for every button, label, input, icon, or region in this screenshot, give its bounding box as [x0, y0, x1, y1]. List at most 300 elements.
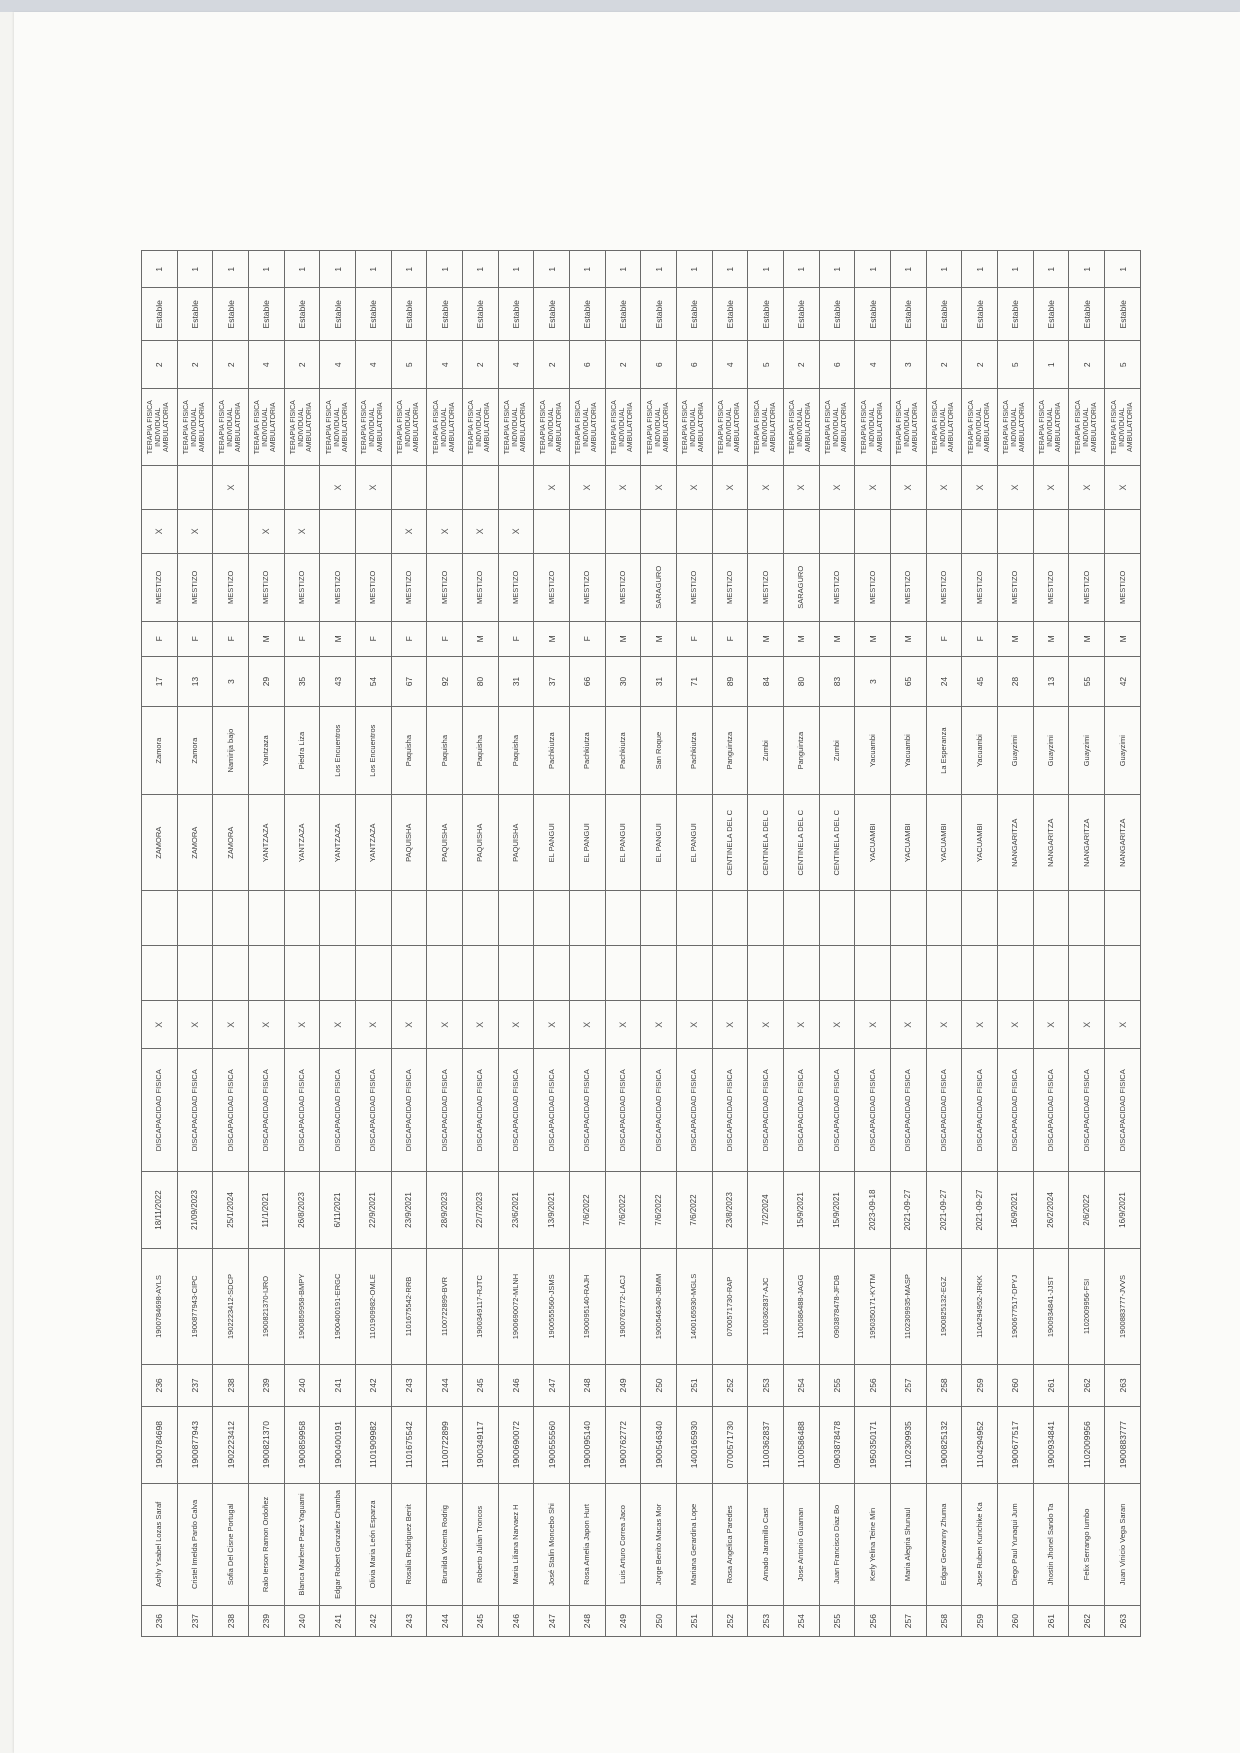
evaluation-date: 21/09/2023 [177, 1172, 213, 1249]
record-index: 245 [463, 1365, 499, 1407]
therapy-line: AMBULATORIA [662, 402, 670, 452]
row-number: 245 [463, 1606, 499, 1637]
therapy-line: AMBULATORIA [448, 402, 456, 452]
sessions: 2 [962, 341, 998, 389]
canton: NANGARITZA [998, 795, 1034, 891]
row-number: 236 [142, 1606, 178, 1637]
count: 1 [998, 251, 1034, 288]
age: 3 [213, 656, 249, 706]
sex: M [855, 621, 891, 656]
age: 17 [142, 656, 178, 706]
parish: Guayzimi [1105, 707, 1141, 795]
table-row [177, 251, 213, 1637]
record-index: 248 [570, 1365, 606, 1407]
therapy-type [962, 389, 998, 466]
status: Estable [926, 288, 962, 341]
patient-name: Roberto Julian Troncos [463, 1483, 499, 1606]
patient-code: 0903878478-JFDB [819, 1248, 855, 1364]
therapy-line: INDIVIDUAL [619, 407, 627, 447]
therapy-type [213, 389, 249, 466]
record-index: 243 [391, 1365, 427, 1407]
mark-col-a [1033, 509, 1069, 553]
therapy-line: AMBULATORIA [841, 402, 849, 452]
table-row [463, 251, 499, 1637]
therapy-line: AMBULATORIA [769, 402, 777, 452]
therapy-line: AMBULATORIA [1055, 402, 1063, 452]
therapy-line: INDIVIDUAL [726, 407, 734, 447]
ethnicity: MESTIZO [712, 553, 748, 621]
sex: M [784, 621, 820, 656]
disability-type: DISCAPACIDAD FISICA [284, 1049, 320, 1172]
empty-cell [677, 946, 713, 1001]
count: 1 [677, 251, 713, 288]
therapy-line: INDIVIDUAL [476, 407, 484, 447]
therapy-line: INDIVIDUAL [797, 407, 805, 447]
record-index: 244 [427, 1365, 463, 1407]
mark-col-a: X [284, 509, 320, 553]
age: 42 [1105, 656, 1141, 706]
therapy-line: INDIVIDUAL [440, 407, 448, 447]
disability-type: DISCAPACIDAD FISICA [1105, 1049, 1141, 1172]
row-number: 247 [534, 1606, 570, 1637]
disability-type: DISCAPACIDAD FISICA [677, 1049, 713, 1172]
therapy-type [249, 389, 285, 466]
disability-mark: X [962, 1001, 998, 1049]
sessions: 1 [1033, 341, 1069, 389]
therapy-line: INDIVIDUAL [1118, 407, 1126, 447]
disability-type: DISCAPACIDAD FISICA [712, 1049, 748, 1172]
sessions: 6 [570, 341, 606, 389]
status: Estable [320, 288, 356, 341]
therapy-type [1069, 389, 1105, 466]
disability-type: DISCAPACIDAD FISICA [926, 1049, 962, 1172]
parish: Yantzaza [249, 707, 285, 795]
canton: CENTINELA DEL C [784, 795, 820, 891]
disability-type: DISCAPACIDAD FISICA [177, 1049, 213, 1172]
sex: F [926, 621, 962, 656]
id-number: 0903878478 [819, 1406, 855, 1483]
sex: F [427, 621, 463, 656]
patient-name: Ashly Ysabel Lozas Saraf [142, 1483, 178, 1606]
sex: M [641, 621, 677, 656]
therapy-line: TERAPIA FISICA [183, 400, 190, 455]
age: 3 [855, 656, 891, 706]
parish: Pachkiutza [605, 707, 641, 795]
therapy-line: INDIVIDUAL [833, 407, 841, 447]
table-row [855, 251, 891, 1637]
empty-cell [570, 891, 606, 946]
empty-cell [142, 946, 178, 1001]
patient-name: José Stalin Moncebo Shi [534, 1483, 570, 1606]
patient-name: Jorge Benito Macas Mor [641, 1483, 677, 1606]
status: Estable [677, 288, 713, 341]
sex: M [998, 621, 1034, 656]
therapy-type [855, 389, 891, 466]
patient-name: Jose Ruben Kunchike Ka [962, 1483, 998, 1606]
table-row [748, 251, 784, 1637]
canton: PAQUISHA [391, 795, 427, 891]
row-number: 244 [427, 1606, 463, 1637]
patient-code: 1900762772-LACJ [605, 1248, 641, 1364]
record-index: 257 [891, 1365, 927, 1407]
therapy-type [320, 389, 356, 466]
status: Estable [748, 288, 784, 341]
patient-code: 1900934841-JJST [1033, 1248, 1069, 1364]
canton: EL PANGUI [570, 795, 606, 891]
parish: Paquisha [391, 707, 427, 795]
age: 80 [784, 656, 820, 706]
age: 29 [249, 656, 285, 706]
record-index: 260 [998, 1365, 1034, 1407]
record-index: 236 [142, 1365, 178, 1407]
ethnicity: SARAGURO [641, 553, 677, 621]
therapy-line: INDIVIDUAL [333, 407, 341, 447]
disability-type: DISCAPACIDAD FISICA [641, 1049, 677, 1172]
therapy-type [641, 389, 677, 466]
mark-col-a [712, 509, 748, 553]
parish: Pachkiutza [570, 707, 606, 795]
evaluation-date: 22/7/2023 [463, 1172, 499, 1249]
id-number: 1400165930 [677, 1406, 713, 1483]
therapy-line: INDIVIDUAL [583, 407, 591, 447]
canton: PAQUISHA [498, 795, 534, 891]
ethnicity: MESTIZO [356, 553, 392, 621]
sex: M [463, 621, 499, 656]
disability-mark: X [249, 1001, 285, 1049]
therapy-line: AMBULATORIA [591, 402, 599, 452]
count: 1 [605, 251, 641, 288]
sex: F [570, 621, 606, 656]
canton: ZAMORA [213, 795, 249, 891]
patient-name: Diego Paul Yunaqui Jum [998, 1483, 1034, 1606]
row-number: 258 [926, 1606, 962, 1637]
therapy-line: AMBULATORIA [270, 402, 278, 452]
id-number: 0700571730 [712, 1406, 748, 1483]
empty-cell [142, 891, 178, 946]
ethnicity: MESTIZO [926, 553, 962, 621]
sex: M [249, 621, 285, 656]
disability-mark: X [356, 1001, 392, 1049]
empty-cell [249, 891, 285, 946]
evaluation-date: 23/8/2023 [712, 1172, 748, 1249]
count: 1 [855, 251, 891, 288]
empty-cell [891, 946, 927, 1001]
table-row [641, 251, 677, 1637]
patient-name: Blanca Marlene Paez Yaguami [284, 1483, 320, 1606]
count: 1 [891, 251, 927, 288]
age: 13 [1033, 656, 1069, 706]
disability-type: DISCAPACIDAD FISICA [891, 1049, 927, 1172]
table-row [570, 251, 606, 1637]
empty-cell [177, 946, 213, 1001]
mark-col-a: X [177, 509, 213, 553]
status: Estable [962, 288, 998, 341]
therapy-type [427, 389, 463, 466]
patients-table [141, 250, 1141, 1637]
record-index: 259 [962, 1365, 998, 1407]
parish: Guayzimi [998, 707, 1034, 795]
status: Estable [142, 288, 178, 341]
id-number: 1900762772 [605, 1406, 641, 1483]
canton: YACUAMBI [891, 795, 927, 891]
patient-code: 1900825132-EGZ [926, 1248, 962, 1364]
age: 45 [962, 656, 998, 706]
status: Estable [1105, 288, 1141, 341]
therapy-line: TERAPIA FISICA [860, 400, 868, 455]
table-row [320, 251, 356, 1637]
therapy-type [891, 389, 927, 466]
patient-name: Edgar Geovanny Zhuma [926, 1483, 962, 1606]
therapy-line: AMBULATORIA [306, 402, 314, 452]
mark-col-b: X [320, 466, 356, 510]
therapy-line: AMBULATORIA [484, 402, 492, 452]
disability-mark: X [891, 1001, 927, 1049]
patient-code: 1900859958-BMPY [284, 1248, 320, 1364]
evaluation-date: 6/11/2021 [320, 1172, 356, 1249]
patient-name: Ralo Ierson Ramon Ordoñez [249, 1483, 285, 1606]
empty-cell [748, 946, 784, 1001]
empty-cell [1069, 891, 1105, 946]
therapy-type [677, 389, 713, 466]
row-number: 254 [784, 1606, 820, 1637]
sex: M [605, 621, 641, 656]
therapy-line: TERAPIA FISICA [932, 400, 940, 455]
status: Estable [784, 288, 820, 341]
evaluation-date: 2021-09-27 [962, 1172, 998, 1249]
count: 1 [391, 251, 427, 288]
empty-cell [463, 891, 499, 946]
mark-col-a [677, 509, 713, 553]
therapy-line: AMBULATORIA [983, 402, 991, 452]
empty-cell [1105, 946, 1141, 1001]
empty-cell [962, 891, 998, 946]
disability-mark: X [142, 1001, 178, 1049]
row-number: 238 [213, 1606, 249, 1637]
status: Estable [1033, 288, 1069, 341]
therapy-line: TERAPIA FISICA [1110, 400, 1118, 455]
sessions: 2 [534, 341, 570, 389]
mark-col-a: X [463, 509, 499, 553]
id-number: 1900400191 [320, 1406, 356, 1483]
sessions: 2 [926, 341, 962, 389]
evaluation-date: 16/9/2021 [998, 1172, 1034, 1249]
therapy-line: TERAPIA FISICA [789, 400, 797, 455]
disability-mark: X [213, 1001, 249, 1049]
count: 1 [498, 251, 534, 288]
record-index: 251 [677, 1365, 713, 1407]
disability-mark: X [1069, 1001, 1105, 1049]
evaluation-date: 18/11/2022 [142, 1172, 178, 1249]
therapy-line: TERAPIA FISICA [967, 400, 975, 455]
record-index: 238 [213, 1365, 249, 1407]
table-row [356, 251, 392, 1637]
mark-col-b: X [1033, 466, 1069, 510]
record-index: 255 [819, 1365, 855, 1407]
mark-col-b: X [534, 466, 570, 510]
evaluation-date: 16/9/2021 [1105, 1172, 1141, 1249]
table-row [784, 251, 820, 1637]
status: Estable [641, 288, 677, 341]
id-number: 1101675542 [391, 1406, 427, 1483]
sessions: 2 [213, 341, 249, 389]
evaluation-date: 2021-09-27 [926, 1172, 962, 1249]
disability-mark: X [712, 1001, 748, 1049]
status: Estable [356, 288, 392, 341]
id-number: 1102309935 [891, 1406, 927, 1483]
ethnicity: MESTIZO [570, 553, 606, 621]
age: 30 [605, 656, 641, 706]
ethnicity: MESTIZO [213, 553, 249, 621]
therapy-line: TERAPIA FISICA [361, 400, 369, 455]
disability-mark: X [855, 1001, 891, 1049]
sex: F [712, 621, 748, 656]
mark-col-a: X [391, 509, 427, 553]
empty-cell [356, 891, 392, 946]
canton: YACUAMBI [962, 795, 998, 891]
count: 1 [748, 251, 784, 288]
therapy-line: INDIVIDUAL [262, 407, 270, 447]
sessions: 5 [391, 341, 427, 389]
mark-col-a [534, 509, 570, 553]
mark-col-a [748, 509, 784, 553]
patient-code: 1950350171-KYTM [855, 1248, 891, 1364]
therapy-line: AMBULATORIA [1126, 402, 1134, 452]
patient-code: 1102009956-FSI [1069, 1248, 1105, 1364]
ethnicity: MESTIZO [534, 553, 570, 621]
patient-code: 1102309935-MASP [891, 1248, 927, 1364]
therapy-line: AMBULATORIA [1090, 402, 1098, 452]
count: 1 [784, 251, 820, 288]
mark-col-b: X [1105, 466, 1141, 510]
therapy-line: AMBULATORIA [199, 402, 206, 452]
mark-col-a: X [249, 509, 285, 553]
therapy-type [498, 389, 534, 466]
therapy-line: AMBULATORIA [234, 402, 242, 452]
mark-col-a [998, 509, 1034, 553]
evaluation-date: 15/9/2021 [819, 1172, 855, 1249]
row-number: 249 [605, 1606, 641, 1637]
empty-cell [498, 891, 534, 946]
row-number: 242 [356, 1606, 392, 1637]
count: 1 [962, 251, 998, 288]
disability-type: DISCAPACIDAD FISICA [498, 1049, 534, 1172]
sex: F [284, 621, 320, 656]
disability-type: DISCAPACIDAD FISICA [1033, 1049, 1069, 1172]
mark-col-b: X [712, 466, 748, 510]
table-row [605, 251, 641, 1637]
sessions: 4 [855, 341, 891, 389]
patient-name: Juan Francisco Diaz Bo [819, 1483, 855, 1606]
canton: YANTZAZA [320, 795, 356, 891]
therapy-type [284, 389, 320, 466]
patient-code: 1900677517-DPYJ [998, 1248, 1034, 1364]
patient-name: Maria Alegria Shunaul [891, 1483, 927, 1606]
mark-col-b [142, 466, 178, 510]
record-index: 262 [1069, 1365, 1105, 1407]
sessions: 2 [463, 341, 499, 389]
canton: PAQUISHA [463, 795, 499, 891]
sessions: 4 [712, 341, 748, 389]
sex: M [891, 621, 927, 656]
sessions: 6 [677, 341, 713, 389]
parish: Zamora [142, 707, 178, 795]
empty-cell [819, 946, 855, 1001]
therapy-type [391, 389, 427, 466]
parish: Paquisha [427, 707, 463, 795]
mark-col-a [1069, 509, 1105, 553]
parish: Pachkiutza [534, 707, 570, 795]
disability-mark: X [427, 1001, 463, 1049]
evaluation-date: 7/6/2022 [677, 1172, 713, 1249]
therapy-line: INDIVIDUAL [369, 407, 377, 447]
table-row [427, 251, 463, 1637]
ethnicity: MESTIZO [498, 553, 534, 621]
record-index: 254 [784, 1365, 820, 1407]
disability-type: DISCAPACIDAD FISICA [819, 1049, 855, 1172]
ethnicity: MESTIZO [142, 553, 178, 621]
ethnicity: SARAGURO [784, 553, 820, 621]
ethnicity: MESTIZO [463, 553, 499, 621]
id-number: 1900677517 [998, 1406, 1034, 1483]
evaluation-date: 28/9/2023 [427, 1172, 463, 1249]
age: 55 [1069, 656, 1105, 706]
mark-col-a: X [498, 509, 534, 553]
id-number: 1900690072 [498, 1406, 534, 1483]
status: Estable [213, 288, 249, 341]
table-row [213, 251, 249, 1637]
canton: CENTINELA DEL C [712, 795, 748, 891]
patient-name: Rosa Angelica Paredes [712, 1483, 748, 1606]
id-number: 1900934841 [1033, 1406, 1069, 1483]
canton: YANTZAZA [284, 795, 320, 891]
therapy-line: TERAPIA FISICA [646, 400, 654, 455]
count: 1 [142, 251, 178, 288]
therapy-line: TERAPIA FISICA [468, 400, 476, 455]
patient-name: Olivia Maria León Esparza [356, 1483, 392, 1606]
mark-col-a [570, 509, 606, 553]
age: 92 [427, 656, 463, 706]
status: Estable [177, 288, 213, 341]
therapy-type [748, 389, 784, 466]
sex: M [748, 621, 784, 656]
id-number: 1101909982 [356, 1406, 392, 1483]
evaluation-date: 25/1/2024 [213, 1172, 249, 1249]
evaluation-date: 7/6/2022 [570, 1172, 606, 1249]
empty-cell [855, 891, 891, 946]
age: 71 [677, 656, 713, 706]
count: 1 [926, 251, 962, 288]
record-index: 256 [855, 1365, 891, 1407]
ethnicity: MESTIZO [962, 553, 998, 621]
disability-type: DISCAPACIDAD FISICA [320, 1049, 356, 1172]
status: Estable [605, 288, 641, 341]
therapy-type [926, 389, 962, 466]
table-row [962, 251, 998, 1637]
canton: CENTINELA DEL C [819, 795, 855, 891]
patient-code: 1104294952-JRKK [962, 1248, 998, 1364]
parish: Zumbi [748, 707, 784, 795]
mark-col-a [891, 509, 927, 553]
empty-cell [1033, 946, 1069, 1001]
therapy-type [356, 389, 392, 466]
patient-code: 1900095140-RAJH [570, 1248, 606, 1364]
table-row [534, 251, 570, 1637]
patient-name: Mariana Gerardina Lope [677, 1483, 713, 1606]
canton: YACUAMBI [855, 795, 891, 891]
mark-col-b: X [1069, 466, 1105, 510]
disability-mark: X [641, 1001, 677, 1049]
canton: YANTZAZA [356, 795, 392, 891]
